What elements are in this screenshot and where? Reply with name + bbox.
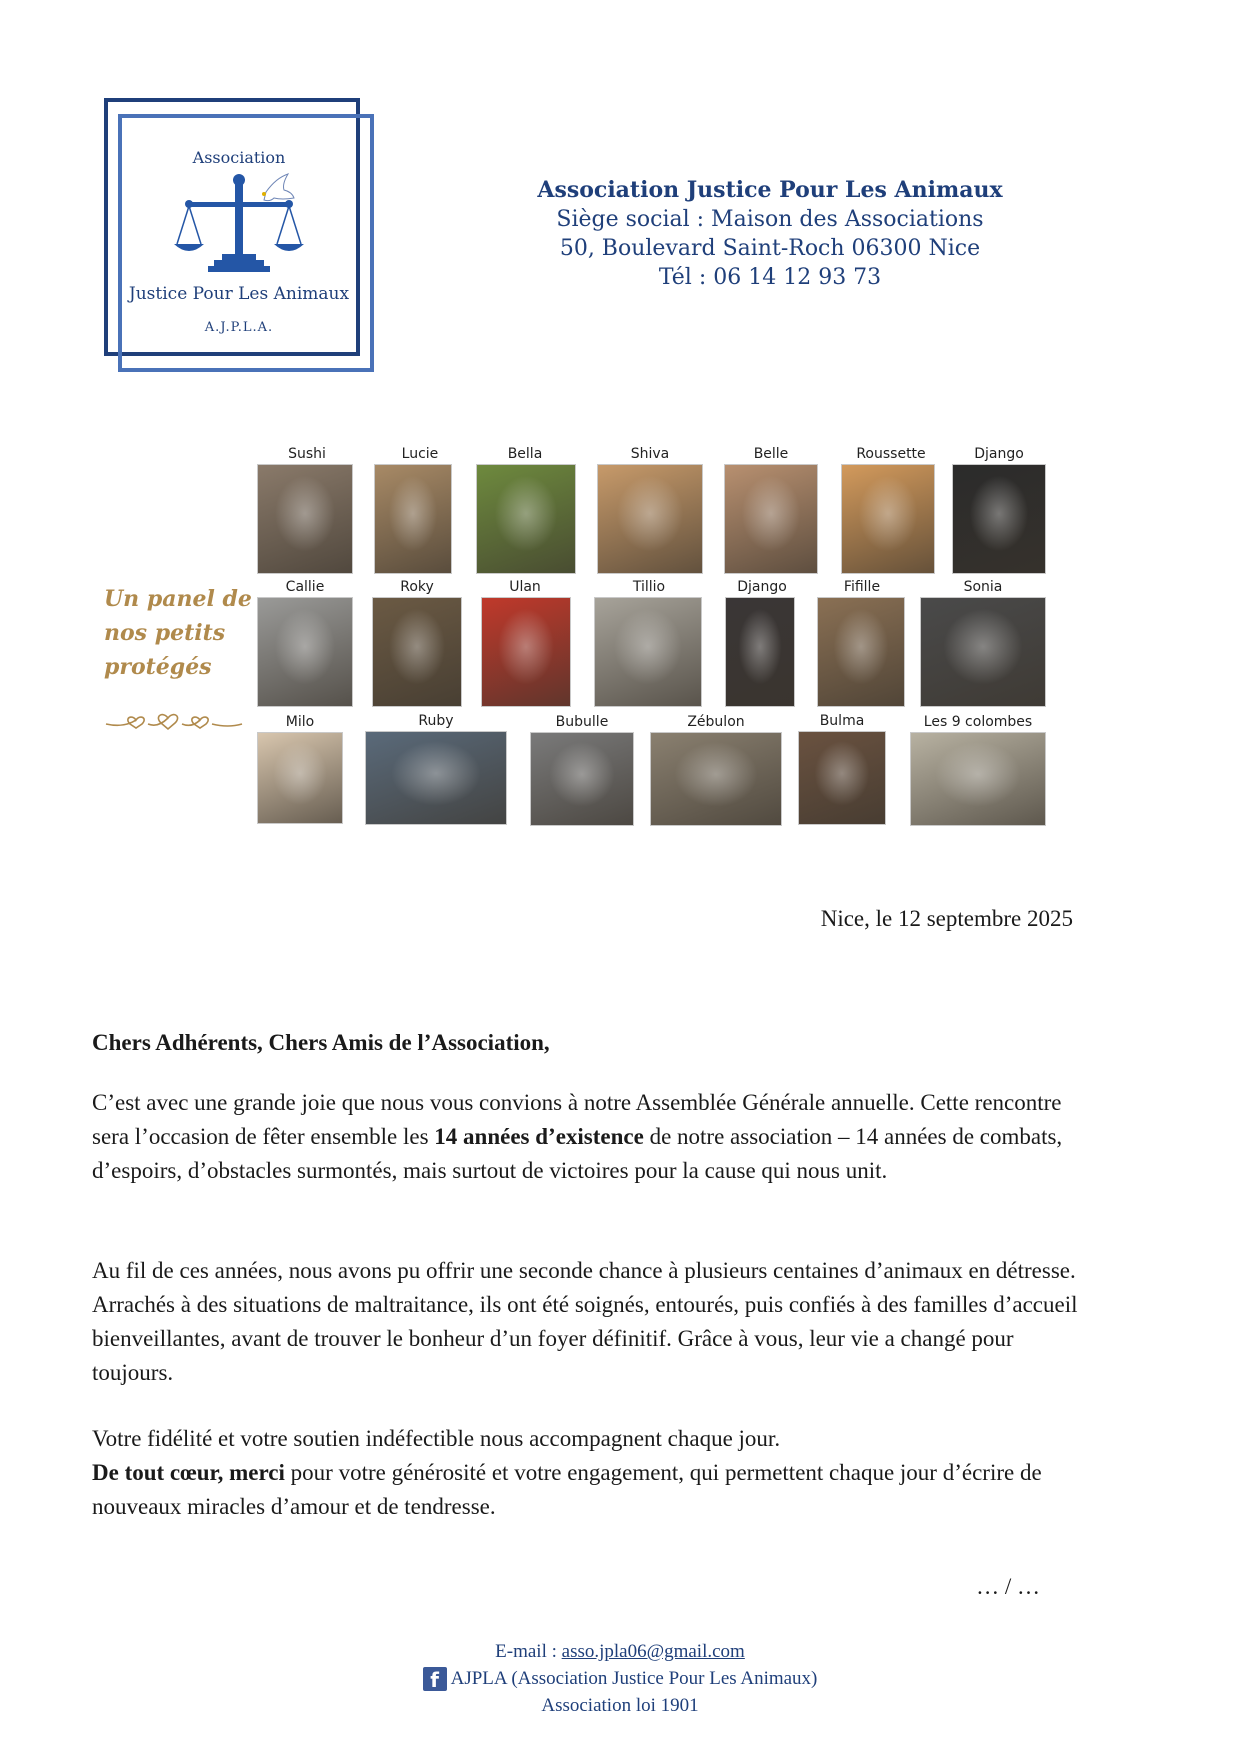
- panel-title-line: nos petits: [104, 620, 226, 646]
- animal-photo: [798, 731, 886, 825]
- animal-name: Sonia: [963, 579, 1003, 595]
- animal-name: Ruby: [418, 713, 454, 729]
- paragraph-text: Votre fidélité et votre soutien indéfectible nous accompagnent chaque jour.: [92, 1426, 781, 1451]
- logo-abbreviation: A.J.P.L.A.: [204, 320, 274, 335]
- header-street-address: 50, Boulevard Saint-Roch 06300 Nice: [559, 236, 981, 261]
- panel-title-line: protégés: [104, 654, 212, 680]
- letter-paragraph-1: [92, 1086, 1092, 1188]
- letter-date: Nice, le 12 septembre 2025: [820, 906, 1073, 931]
- animal-photo: [817, 597, 905, 707]
- letter-greeting: Chers Adhérents, Chers Amis de l’Association,: [92, 1030, 550, 1055]
- paragraph-text: C’est avec une grande joie que nous vous convions à notre Assemblée Générale annuelle. Cette rencontre sera l’occasion de fêter ensemble les: [92, 1090, 1062, 1149]
- animal-name: Zébulon: [687, 714, 745, 730]
- paragraph-text: de notre association – 14 années de combats, d’espoirs, d’obstacles surmontés, mais surtout de victoires pour la cause qui nous unit.: [92, 1124, 1063, 1183]
- panel-title: [104, 582, 264, 684]
- scales-of-justice-icon: [174, 170, 304, 280]
- animal-photo: [952, 464, 1046, 574]
- header-headquarters: Siège social : Maison des Associations: [556, 207, 984, 232]
- association-logo: [104, 98, 374, 372]
- animal-name: Bella: [507, 446, 543, 462]
- logo-top-text: Association: [192, 148, 286, 167]
- animal-name: Bulma: [819, 713, 865, 729]
- animal-photo: [374, 464, 452, 574]
- animal-photo: [476, 464, 576, 574]
- animal-name: Milo: [285, 714, 315, 730]
- animal-photo: [372, 597, 462, 707]
- animal-name: Les 9 colombes: [923, 714, 1033, 730]
- header-phone: Tél : 06 14 12 93 73: [658, 265, 882, 290]
- footer-legal: Association loi 1901: [541, 1695, 699, 1716]
- animal-name: Bubulle: [555, 714, 609, 730]
- animal-photo: [597, 464, 703, 574]
- animal-name: Sushi: [288, 446, 326, 462]
- header-org-name: Association Justice Pour Les Animaux: [537, 177, 1003, 203]
- header-address-block: [520, 176, 1020, 292]
- animal-photo: [920, 597, 1046, 707]
- animal-photo: [481, 597, 571, 707]
- animal-name: Shiva: [630, 446, 670, 462]
- animal-name: Belle: [753, 446, 789, 462]
- facebook-icon[interactable]: f: [423, 1667, 447, 1691]
- paragraph-text: pour votre générosité et votre engagement, qui permettent chaque jour d’écrire de nouveaux miracles d’amour et de tendresse.: [92, 1460, 1042, 1519]
- animal-photo: [530, 732, 634, 826]
- animal-photo: [257, 464, 353, 574]
- animal-name: Django: [737, 579, 787, 595]
- panel-title-line: Un panel de: [104, 586, 252, 612]
- paragraph-emphasis: 14 années d’existence: [434, 1124, 644, 1149]
- animal-name: Roky: [400, 579, 434, 595]
- continued-marker: … / …: [976, 1574, 1040, 1599]
- logo-name: Justice Pour Les Animaux: [128, 284, 350, 304]
- hearts-doodle-icon: [104, 702, 244, 732]
- animal-photo: [594, 597, 702, 707]
- paragraph-emphasis: De tout cœur, merci: [92, 1460, 285, 1485]
- footer-email-label: E-mail :: [495, 1641, 562, 1662]
- animal-name: Fifille: [843, 579, 881, 595]
- animal-photo: [257, 732, 343, 824]
- animal-name: Ulan: [509, 579, 541, 595]
- animal-name: Tillio: [632, 579, 666, 595]
- animal-photo: [650, 732, 782, 826]
- animal-name: Callie: [285, 579, 325, 595]
- paragraph-text: [92, 1456, 1092, 1524]
- animal-name: Roussette: [856, 446, 926, 462]
- animal-photo: [725, 597, 795, 707]
- footer-email-link[interactable]: asso.jpla06@gmail.com: [561, 1641, 745, 1662]
- animal-photo: [841, 464, 935, 574]
- letter-paragraph-2: Au fil de ces années, nous avons pu offrir une seconde chance à plusieurs centaines d’animaux en détresse. Arrachés à des situations de maltraitance, ils ont été soignés, entourés, puis confiés à des familles d’accueil bienveillantes, avant de trouver le bonheur d’un foyer définitif. Grâce à vous, leur vie a changé pour toujours.: [92, 1258, 1078, 1385]
- dove-icon: [262, 174, 294, 201]
- animal-name: Lucie: [401, 446, 439, 462]
- animal-photo: [724, 464, 818, 574]
- animal-name: Django: [974, 446, 1024, 462]
- footer-facebook-line: [340, 1665, 900, 1692]
- letter-paragraph-3: [92, 1422, 1092, 1524]
- footer-facebook-text[interactable]: AJPLA (Association Justice Pour Les Animaux): [450, 1668, 818, 1689]
- footer: [340, 1638, 900, 1719]
- animal-photo: [365, 731, 507, 825]
- animal-photo: [257, 597, 353, 707]
- animal-photo: [910, 732, 1046, 826]
- footer-email-line: [340, 1638, 900, 1665]
